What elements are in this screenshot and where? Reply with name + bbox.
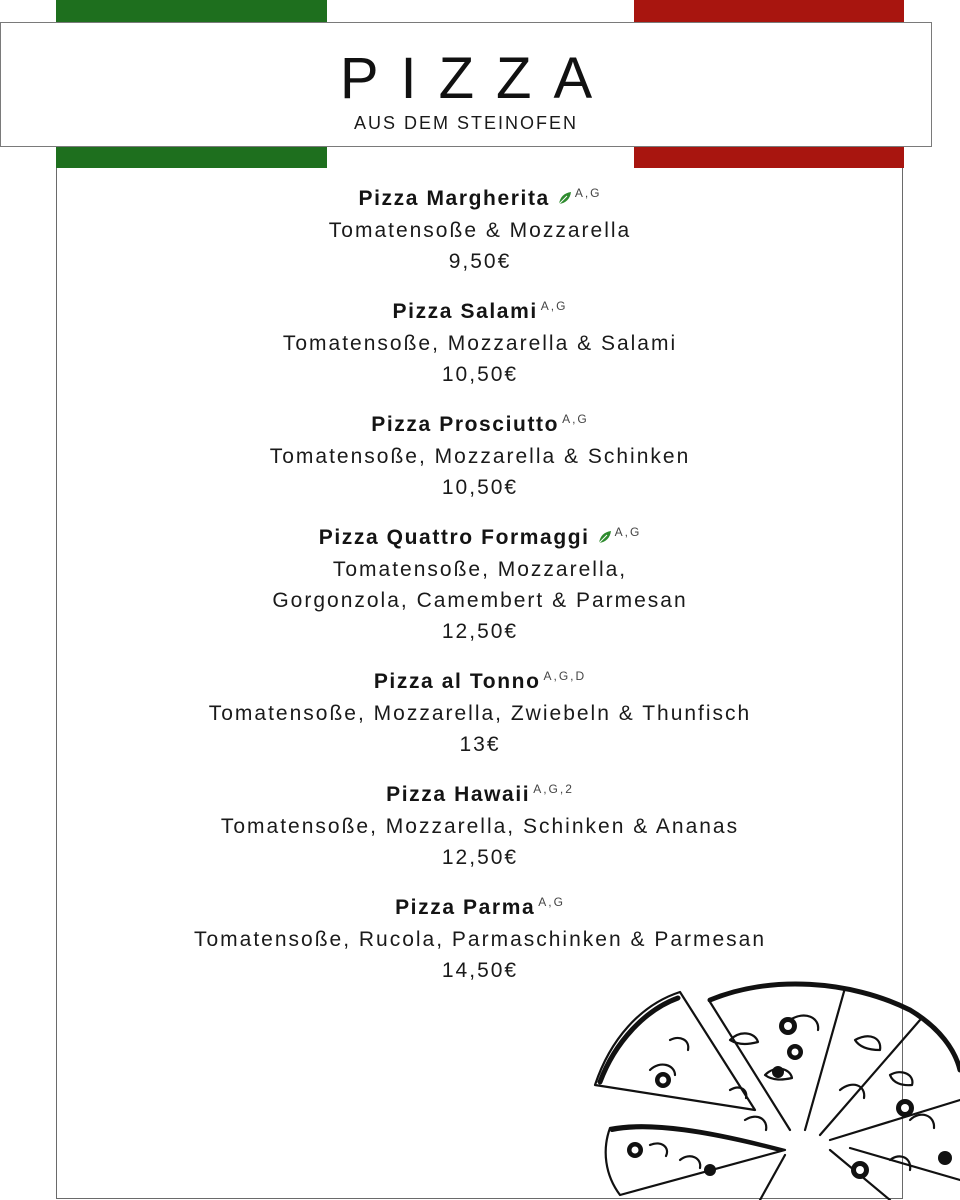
menu-item-heading [56, 408, 904, 441]
menu-item-heading [56, 891, 904, 924]
menu-item-allergens: A,G,2 [533, 782, 574, 796]
header-banner [0, 22, 932, 147]
menu-item-price: 14,50€ [441, 959, 519, 982]
menu-item-heading [56, 665, 904, 698]
menu-item-heading [56, 521, 904, 554]
menu-item-name: Pizza Parma [395, 896, 536, 919]
menu-item-allergens: A,G [562, 412, 589, 426]
menu-item [56, 182, 904, 277]
flag-red-segment [634, 147, 904, 168]
menu-item [56, 521, 904, 647]
menu-item-name: Pizza Prosciutto [371, 413, 560, 436]
menu-item-description: Tomatensoße, Mozzarella, Zwiebeln & Thunfisch [208, 702, 752, 725]
menu-item-description: Tomatensoße, Mozzarella, Schinken & Ananas [220, 815, 740, 838]
menu-item-price: 13€ [459, 733, 501, 756]
menu-item [56, 665, 904, 760]
menu-item-name: Pizza Salami [392, 300, 538, 323]
flag-green-segment [56, 0, 327, 22]
menu-list [56, 182, 904, 1004]
menu-item-price: 12,50€ [441, 620, 519, 643]
menu-item-name: Pizza Margherita [358, 187, 550, 210]
menu-item [56, 891, 904, 986]
menu-item-price: 10,50€ [441, 363, 519, 386]
flag-green-segment [56, 147, 327, 168]
menu-item [56, 295, 904, 390]
menu-item [56, 408, 904, 503]
page-subtitle: AUS DEM STEINOFEN [353, 113, 579, 133]
pizza-illustration-icon [590, 980, 960, 1200]
menu-item-description: Tomatensoße, Rucola, Parmaschinken & Parmesan [193, 928, 767, 951]
menu-item-description: Tomatensoße, Mozzarella, [332, 558, 628, 581]
page-title: PIZZA [339, 46, 615, 111]
menu-item-price: 10,50€ [441, 476, 519, 499]
flag-stripe-bottom [56, 147, 904, 168]
menu-item-allergens: A,G [574, 186, 602, 200]
menu-item-description: Gorgonzola, Camembert & Parmesan [272, 589, 688, 612]
menu-item-allergens: A,G [538, 895, 565, 909]
menu-item-name: Pizza Hawaii [386, 783, 531, 806]
menu-item [56, 778, 904, 873]
menu-item-description: Tomatensoße & Mozzarella [328, 219, 632, 242]
menu-item-description: Tomatensoße, Mozzarella & Schinken [269, 445, 691, 468]
flag-white-segment [327, 147, 634, 168]
menu-item-name: Pizza Quattro Formaggi [318, 526, 590, 549]
menu-item-allergens: A,G [540, 299, 568, 313]
flag-stripe-top [56, 0, 904, 22]
menu-item-description: Tomatensoße, Mozzarella & Salami [282, 332, 678, 355]
flag-red-segment [634, 0, 904, 22]
menu-item-price: 12,50€ [441, 846, 519, 869]
menu-item-heading [56, 182, 904, 215]
leaf-icon [598, 530, 612, 544]
menu-item-price: 9,50€ [448, 250, 512, 273]
flag-white-segment [327, 0, 634, 22]
menu-item-heading [56, 778, 904, 811]
menu-item-allergens: A,G,D [543, 669, 587, 683]
menu-item-name: Pizza al Tonno [373, 670, 541, 693]
menu-item-heading [56, 295, 904, 328]
menu-item-allergens: A,G [614, 525, 642, 539]
leaf-icon [558, 191, 572, 205]
